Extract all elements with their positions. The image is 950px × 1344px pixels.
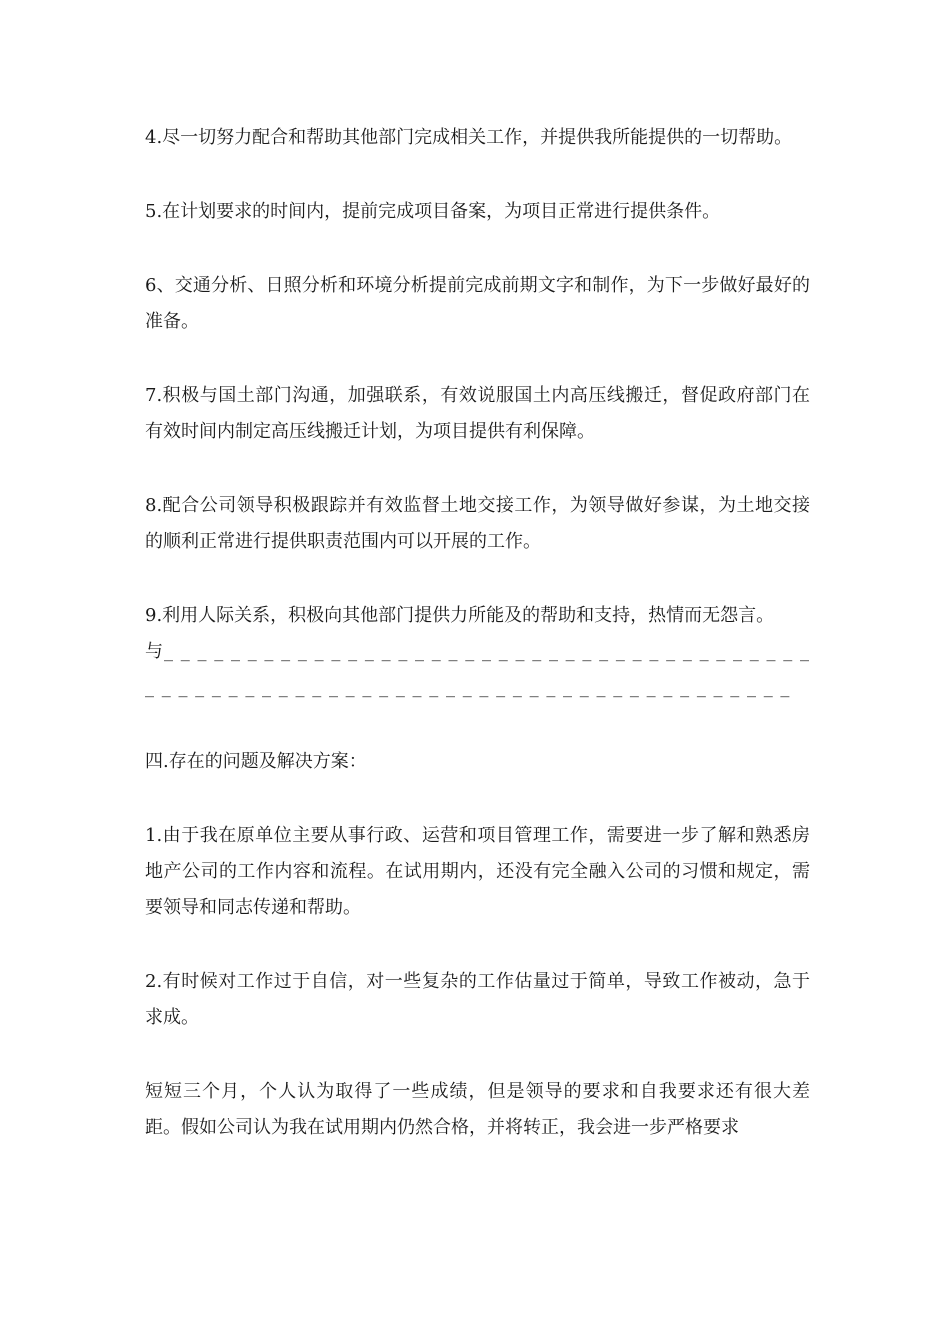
document-body (145, 120, 810, 1146)
paragraph-gap (145, 926, 810, 964)
paragraph-gap (145, 450, 810, 488)
paragraph-item-6: 6、交通分析、日照分析和环境分析提前完成前期文字和制作，为下一步做好最好的准备。 (145, 275, 810, 332)
paragraph-gap (145, 230, 810, 268)
fill-line-lead: 与 (145, 641, 165, 662)
paragraph-item-9: 9.利用人际关系，积极向其他部门提供力所能及的帮助和支持，热情而无怨言。 (145, 605, 775, 626)
paragraph-item-7: 7.积极与国土部门沟通，加强联系，有效说服国土内高压线搬迁，督促政府部门在有效时间内制定高压线搬迁计划，为项目提供有利保障。 (145, 385, 810, 442)
paragraph-item-5: 5.在计划要求的时间内，提前完成项目备案，为项目正常进行提供条件。 (145, 201, 721, 222)
problem-item-1: 1.由于我在原单位主要从事行政、运营和项目管理工作，需要进一步了解和熟悉房地产公司的工作内容和流程。在试用期内，还没有完全融入公司的习惯和规定，需要领导和同志传递和帮助。 (145, 825, 810, 918)
paragraph-gap (145, 706, 810, 744)
fill-line-dashes: _ _ _ _ _ _ _ _ _ _ _ _ _ _ _ _ _ _ _ _ _ _ _ _ _ _ _ _ _ _ _ _ _ _ _ _ _ _ _ _ _ _ _ _ _ _ _ _ _ _ _ _ _ _ _ _ _ _ _ _ _ _ _ _ _ _ _ _ _ _ _ _ _ _ _ _ _ _ (145, 641, 810, 698)
problem-item-2: 2.有时候对工作过于自信，对一些复杂的工作估量过于简单，导致工作被动，急于求成。 (145, 971, 810, 1028)
paragraph-item-4: 4.尽一切努力配合和帮助其他部门完成相关工作，并提供我所能提供的一切帮助。 (145, 127, 793, 148)
paragraph-gap (145, 1036, 810, 1074)
paragraph-gap (145, 780, 810, 818)
fill-in-line (145, 634, 810, 706)
paragraph-gap (145, 560, 810, 598)
paragraph-gap (145, 340, 810, 378)
paragraph-gap (145, 156, 810, 194)
paragraph-item-8: 8.配合公司领导积极跟踪并有效监督土地交接工作，为领导做好参谋，为土地交接的顺利正常进行提供职责范围内可以开展的工作。 (145, 495, 810, 552)
closing-paragraph: 短短三个月，个人认为取得了一些成绩，但是领导的要求和自我要求还有很大差距。假如公司认为我在试用期内仍然合格，并将转正，我会进一步严格要求 (145, 1081, 810, 1138)
section-heading: 四.存在的问题及解决方案： (145, 751, 367, 772)
